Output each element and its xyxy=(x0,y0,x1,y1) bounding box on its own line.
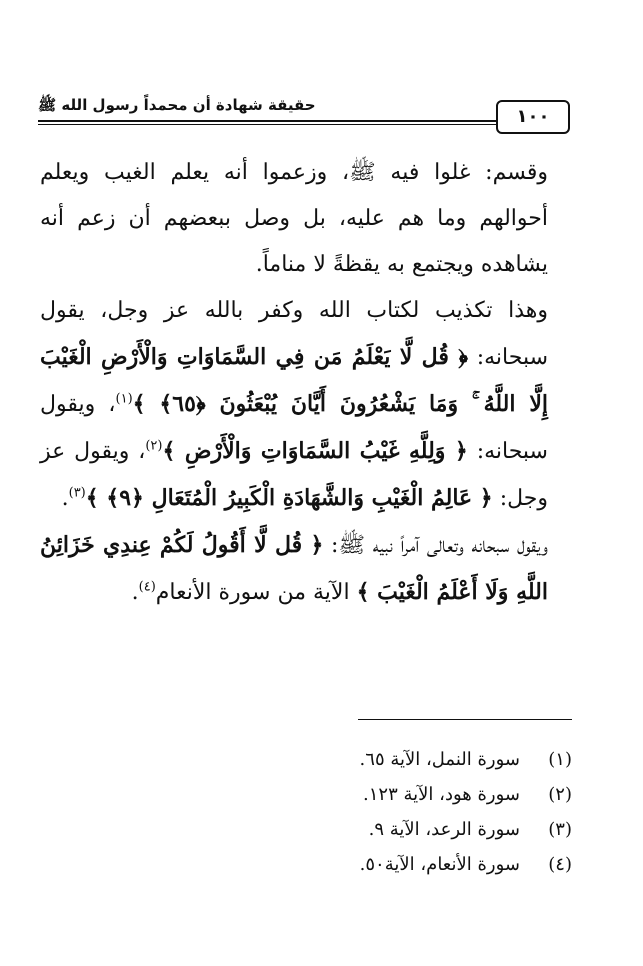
footnote-ref-3: (٣) xyxy=(68,485,86,501)
header-title: حقيقة شهادة أن محمداً رسول الله ﷺ xyxy=(38,96,316,114)
page-number: ١٠٠ xyxy=(496,100,570,134)
p2-text-a: وهذا تكذيب لكتاب الله وكفر بالله عز وجل، يقول سبحانه: xyxy=(40,298,549,370)
p3-end: . xyxy=(131,580,139,605)
paragraph-3 xyxy=(40,522,572,616)
footnote-text: سورة الرعد، الآية ٩. xyxy=(368,819,520,840)
footnote-number: (٣) xyxy=(548,819,572,840)
footnote-item xyxy=(300,847,572,882)
paragraph-2 xyxy=(40,288,572,522)
footnote-number: (٢) xyxy=(548,784,572,805)
p2-text-b: ، ويقول سبحانه: xyxy=(40,392,548,464)
paragraph-1: وقسم: غلوا فيه ﷺ، وزعموا أنه يعلم الغيب ويعلم أحوالهم وما هم عليه، بل وصل ببعضهم أن زعم أنه يشاهده ويجتمع به يقظةً لا مناماً. xyxy=(40,160,548,277)
footnotes xyxy=(300,742,572,882)
quran-verse-2: ﴿ وَلِلَّهِ غَيْبُ السَّمَاوَاتِ وَالْأَرْضِ ﴾ xyxy=(162,438,468,464)
footnote-item xyxy=(300,812,572,847)
footnote-number: (١) xyxy=(548,749,572,770)
footnote-ref-1: (١) xyxy=(115,391,133,407)
footnote-separator xyxy=(358,719,572,720)
footnote-item xyxy=(300,742,572,777)
header-rule xyxy=(38,120,498,125)
footnote-text: سورة الأنعام، الآية٥٠. xyxy=(359,854,520,875)
footnote-text: سورة هود، الآية ١٢٣. xyxy=(363,784,520,805)
body-text xyxy=(40,150,572,616)
running-header xyxy=(38,92,570,132)
p3-text-b: الآية من سورة الأنعام xyxy=(155,580,350,605)
footnote-ref-4: (٤) xyxy=(138,579,156,595)
quran-verse-1: ﴿ قُل لَّا يَعْلَمُ مَن فِي السَّمَاوَاتِ وَالْأَرْضِ الْغَيْبَ إِلَّا اللَّهُ ۚ وَمَا يَشْعُرُونَ أَيَّانَ يُبْعَثُونَ ﴿٦٥﴾ ﴾ xyxy=(40,344,548,417)
p3-text-a: ويقول سبحانه وتعالى آمراً نبيه ﷺ: xyxy=(331,533,548,558)
footnote-number: (٤) xyxy=(548,854,572,875)
quran-verse-4: ﴿ قُل لَّا أَقُولُ لَكُمْ عِندِي خَزَائِنُ اللَّهِ وَلَا أَعْلَمُ الْغَيْبَ ﴾ xyxy=(40,532,548,605)
p2-end: . xyxy=(61,486,69,511)
footnote-item xyxy=(300,777,572,812)
footnote-ref-2: (٢) xyxy=(145,438,163,454)
quran-verse-3: ﴿ عَالِمُ الْغَيْبِ وَالشَّهَادَةِ الْكَبِيرُ الْمُتَعَالِ ﴿٩﴾ ﴾ xyxy=(85,485,493,511)
p2-text-c: ، ويقول عز وجل: xyxy=(40,439,548,511)
footnote-text: سورة النمل، الآية ٦٥. xyxy=(359,749,520,770)
